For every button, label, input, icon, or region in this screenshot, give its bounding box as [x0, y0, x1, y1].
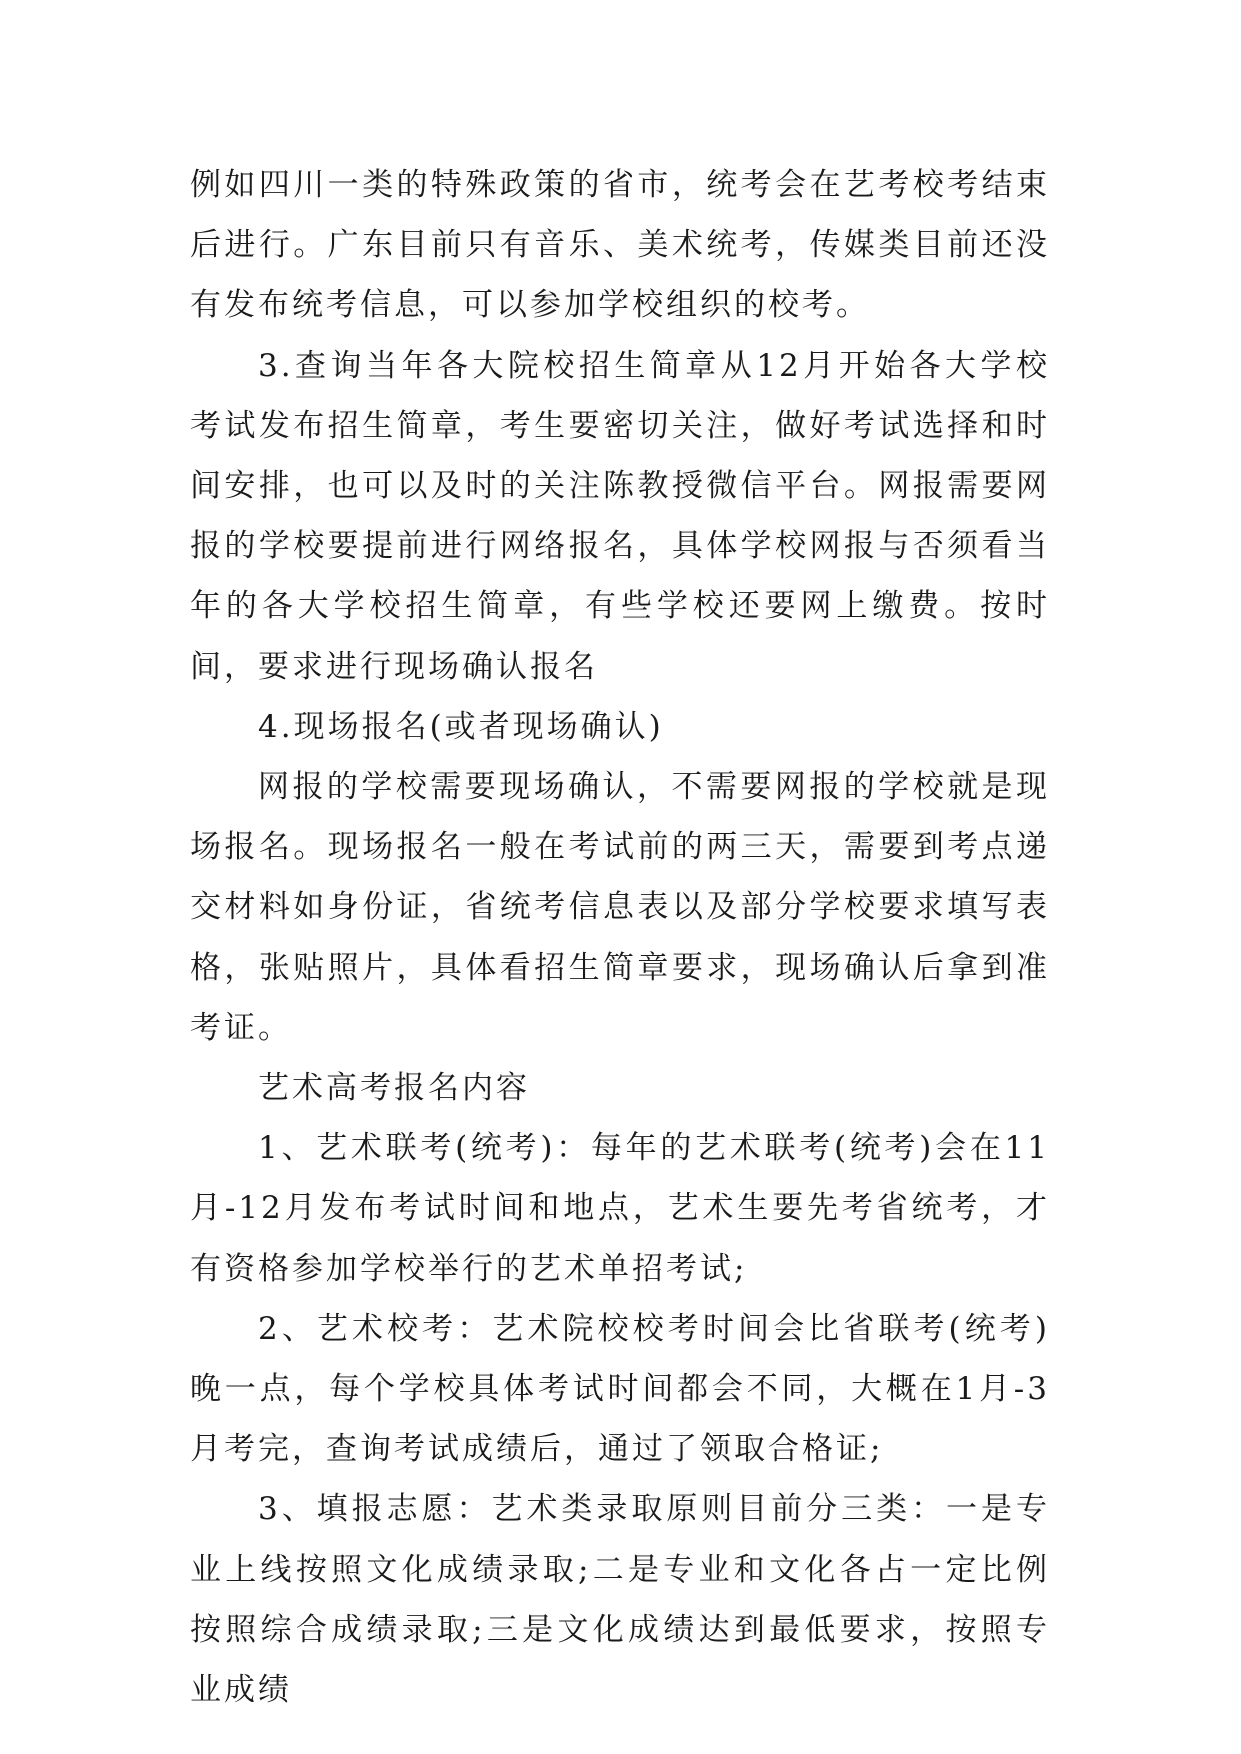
- paragraph-application-choices: 3、填报志愿：艺术类录取原则目前分三类：一是专业上线按照文化成绩录取;二是专业和文化各占一定比例按照综合成绩录取;三是文化成绩达到最低要求，按照专业成绩: [190, 1491, 1050, 1709]
- paragraph-step-4-heading: 4.现场报名(或者现场确认): [258, 708, 664, 745]
- paragraph-special-policy: 例如四川一类的特殊政策的省市，统考会在艺考校考结束后进行。广东目前只有音乐、美术统考，传媒类目前还没有发布统考信息，可以参加学校组织的校考。: [190, 167, 1050, 324]
- section-heading-registration-content: 艺术高考报名内容: [258, 1070, 530, 1107]
- paragraph-school-exam: 2、艺术校考：艺术院校校考时间会比省联考(统考)晚一点，每个学校具体考试时间都会不同，大概在1月-3月考完，查询考试成绩后，通过了领取合格证;: [190, 1310, 1050, 1468]
- paragraph-step-3-admission-guide: 3.查询当年各大院校招生简章从12月开始各大学校考试发布招生简章，考生要密切关注，做好考试选择和时间安排，也可以及时的关注陈教授微信平台。网报需要网报的学校要提前进行网络报名，具体学校网报与否须看当年的各大学校招生简章，有些学校还要网上缴费。按时间，要求进行现场确认报名: [190, 347, 1050, 685]
- document-body: [190, 155, 1050, 1720]
- paragraph-joint-exam: 1、艺术联考(统考)：每年的艺术联考(统考)会在11月-12月发布考试时间和地点，艺术生要先考省统考，才有资格参加学校举行的艺术单招考试;: [190, 1130, 1050, 1287]
- paragraph-onsite-registration: 网报的学校需要现场确认，不需要网报的学校就是现场报名。现场报名一般在考试前的两三天，需要到考点递交材料如身份证，省统考信息表以及部分学校要求填写表格，张贴照片，具体看招生简章要求，现场确认后拿到准考证。: [190, 769, 1050, 1046]
